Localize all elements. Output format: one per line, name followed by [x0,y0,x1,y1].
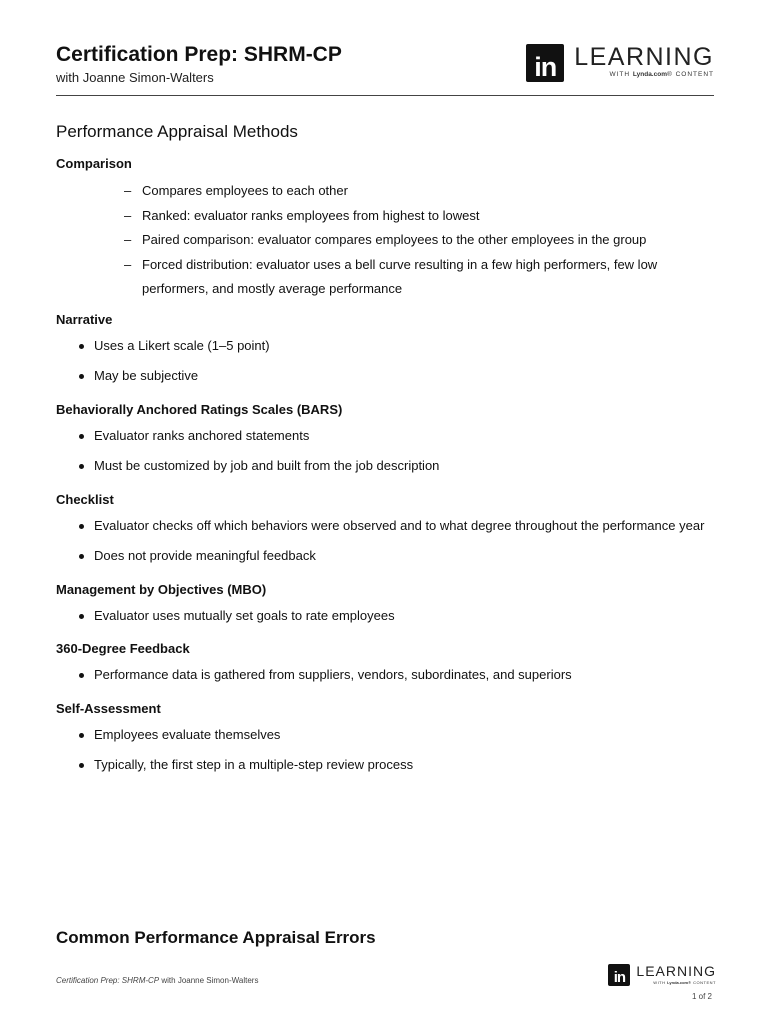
main-content [56,122,716,791]
course-instructor: with Joanne Simon-Walters [56,70,214,85]
list-item: Performance data is gathered from suppliers, vendors, subordinates, and superiors [78,664,716,687]
logo-tagline: WITH Lynda.com® CONTENT [609,71,714,78]
logo-word: LEARNING [636,963,716,979]
category-title: Management by Objectives (MBO) [56,581,267,597]
category-title: 360-Degree Feedback [56,641,190,656]
comparison-list [56,179,716,302]
linkedin-in-icon: in [608,964,630,986]
list-item: – Forced distribution: evaluator uses a bell curve resulting in a few high performers, few low performers, and mostly average performance [124,253,716,302]
page-number: 1 of 2 [691,992,712,1001]
bars-list [56,425,716,478]
list-item: Typically, the first step in a multiple-step review process [78,754,716,777]
logo-tagline: WITH Lynda.com® CONTENT [653,980,716,985]
linkedin-in-icon: in [526,44,564,82]
list-item: Evaluator uses mutually set goals to rate employees [78,605,716,628]
course-title: Certification Prep: SHRM-CP [56,43,342,66]
category-title: Self-Assessment [56,700,161,716]
list-item: Employees evaluate themselves [78,724,716,747]
document-header [56,40,714,96]
list-item: May be subjective [78,365,716,388]
list-item: Does not provide meaningful feedback [78,545,716,568]
footer-course: Certification Prep: SHRM-CP with Joanne Simon-Walters [56,976,259,985]
checklist-list [56,515,716,568]
category-title: Checklist [56,491,114,507]
linkedin-learning-logo [526,44,714,82]
list-item: – Compares employees to each other [124,179,716,204]
list-item: – Paired comparison: evaluator compares employees to the other employees in the group [124,228,716,253]
section-title: Performance Appraisal Methods [56,122,298,141]
list-item: Evaluator checks off which behaviors were observed and to what degree throughout the performance year [78,515,716,538]
section2-title: Common Performance Appraisal Errors [56,928,376,947]
narrative-list [56,335,716,388]
list-item: Must be customized by job and built from the job description [78,455,716,478]
category-title: Narrative [56,311,113,327]
self-assessment-list [56,724,716,777]
footer-logo [608,964,716,986]
list-item: Evaluator ranks anchored statements [78,425,716,448]
list-item: – Ranked: evaluator ranks employees from highest to lowest [124,204,716,229]
feedback360-list [56,664,716,687]
category-title: Comparison [56,156,132,171]
mbo-list [56,605,716,628]
category-title: Behaviorally Anchored Ratings Scales (BARS) [56,401,343,417]
list-item: Uses a Likert scale (1–5 point) [78,335,716,358]
logo-word: LEARNING [574,43,714,71]
